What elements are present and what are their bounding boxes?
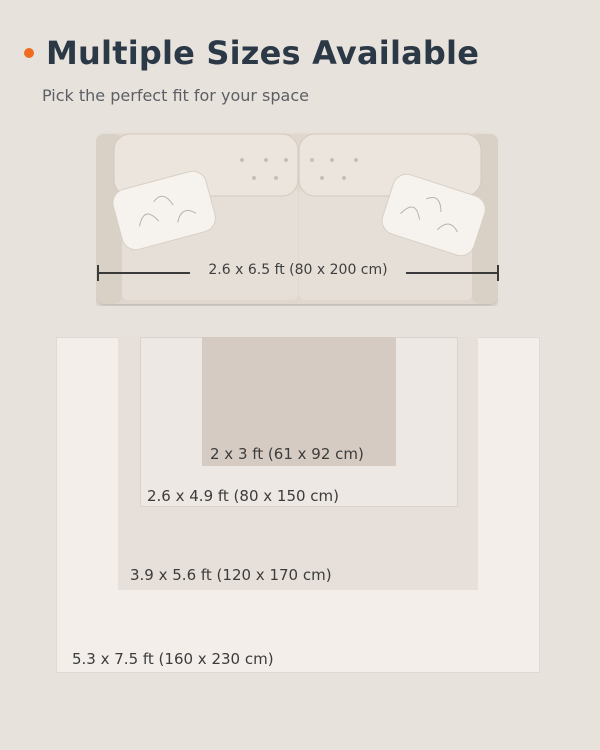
rug-label-medium-large: 3.9 x 5.6 ft (120 x 170 cm) [130,566,332,584]
bullet-dot-icon [24,48,34,58]
dimension-right-line [406,272,498,274]
rug-label-medium: 2.6 x 4.9 ft (80 x 150 cm) [147,487,340,505]
header [24,34,479,105]
sofa-dimension-label: 2.6 x 6.5 ft (80 x 200 cm) [208,262,388,278]
page-title: Multiple Sizes Available [46,34,480,72]
dimension-right-cap [497,265,499,281]
page-subtitle: Pick the perfect fit for your space [42,86,309,105]
rug-label-large: 5.3 x 7.5 ft (160 x 230 cm) [72,650,274,668]
dimension-left-line [98,272,190,274]
sofa-top-view-icon [96,130,498,306]
title-row [24,34,479,72]
rug-label-small: 2 x 3 ft (61 x 92 cm) [210,445,364,463]
